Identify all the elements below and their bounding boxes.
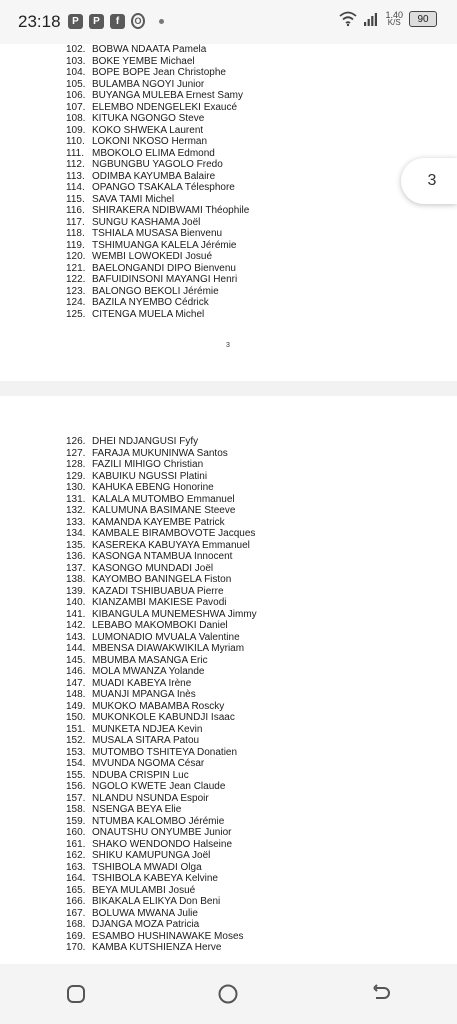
list-item [66,228,249,240]
list-item-name: NDUBA CRISPIN Luc [92,769,189,781]
list-item-number: 155. [66,769,86,781]
list-item [66,563,257,575]
list-item-number: 154. [66,758,86,769]
list-item-number: 127. [66,447,86,459]
list-item [66,839,257,851]
list-item-name: BULAMBA NGOYI Junior [92,78,205,90]
battery-level: 90 [417,13,429,25]
list-item-number: 153. [66,746,86,758]
list-item-number: 134. [66,528,86,539]
list-item-name: KASEREKA KABUYAYA Emmanuel [92,539,250,551]
list-item [66,90,249,102]
list-item-name: ODIMBA KAYUMBA Balaire [92,170,216,182]
list-item [66,896,257,908]
list-item [66,701,257,713]
list-item [66,102,249,114]
list-item [66,793,257,805]
list-item-name: LOKONI NKOSO Herman [92,136,208,147]
list-item-name: KITUKA NGONGO Steve [92,113,205,124]
list-item-number: 147. [66,677,86,689]
list-item-name: KALUMUNA BASIMANE Steeve [92,505,236,516]
list-item [66,586,257,598]
list-item-number: 104. [66,67,86,78]
list-item-name: FARAJA MUKUNINWA Santos [92,447,228,459]
list-item [66,873,257,885]
list-item-name: KABUIKU NGUSSI Platini [92,470,208,482]
list-item-name: MVUNDA NGOMA César [92,758,205,769]
page-indicator[interactable] [401,158,457,204]
list-item [66,597,257,609]
list-item-number: 124. [66,297,86,308]
list-item-name: MOLA MWANZA Yolande [92,666,205,677]
list-item [66,79,249,91]
list-item-name: TSHIMUANGA KALELA Jérémie [92,239,237,251]
list-item-number: 157. [66,792,86,804]
list-item-name: ONAUTSHU ONYUMBE Junior [92,827,232,838]
more-notifications-dot-icon [159,19,164,24]
list-item [66,194,249,206]
list-item-name: CITENGA MUELA Michel [92,308,205,320]
list-item-number: 107. [66,101,86,113]
list-item-name: NTUMBA KALOMBO Jérémie [92,815,225,827]
list-item-name: MUSALA SITARA Patou [92,735,200,746]
list-item-name: NGOLO KWETE Jean Claude [92,781,226,792]
list-item-number: 137. [66,562,86,574]
list-item-name: KASONGO MUNDADI Joël [92,562,214,574]
home-button[interactable] [208,974,248,1014]
student-list [66,436,257,954]
page-number: 3 [226,342,230,349]
list-item [66,666,257,678]
list-item-number: 140. [66,597,86,608]
list-item-number: 168. [66,919,86,930]
list-item-name: ELEMBO NDENGELEKI Exaucé [92,101,238,113]
clock: 23:18 [18,12,61,31]
list-item-name: MBENSA DIAWAKWIKILA Myriam [92,643,245,654]
list-item-number: 125. [66,308,86,320]
list-item-name: TSHIBOLA KABEYA Kelvine [92,873,218,884]
document-viewer[interactable] [0,44,457,964]
list-item-number: 162. [66,850,86,861]
list-item-number: 170. [66,942,86,953]
list-item-name: KIBANGULA MUNEMESHWA Jimmy [92,608,257,620]
list-item [66,574,257,586]
list-item-number: 129. [66,470,86,482]
list-item-name: NLANDU NSUNDA Espoir [92,792,209,804]
list-item-number: 131. [66,493,86,505]
list-item [66,217,249,229]
list-item [66,931,257,943]
list-item-number: 136. [66,551,86,562]
facebook-notification-icon: f [110,14,125,29]
list-item [66,448,257,460]
list-item [66,125,249,137]
student-list [66,44,249,320]
opera-notification-icon: O [131,13,145,29]
list-item [66,436,257,448]
list-item-name: KIANZAMBI MAKIESE Pavodi [92,597,227,608]
list-item-name: LUMONADIO MVUALA Valentine [92,631,240,643]
list-item-number: 135. [66,539,86,551]
list-item [66,159,249,171]
list-item [66,517,257,529]
list-item [66,471,257,483]
list-item [66,240,249,252]
list-item-name: NGBUNGBU YAGOLO Fredo [92,159,223,170]
list-item-name: SHIKU KAMUPUNGA Joël [92,850,211,861]
list-item-number: 164. [66,873,86,884]
list-item-name: KAMBALE BIRAMBOVOTE Jacques [92,528,256,539]
list-item-number: 121. [66,262,86,274]
list-item-name: BAZILA NYEMBO Cédrick [92,297,209,308]
list-item-number: 109. [66,124,86,136]
list-item-name: KAYOMBO BANINGELA Fiston [92,574,232,585]
list-item-name: MUKONKOLE KABUNDJI Isaac [92,712,235,723]
list-item [66,758,257,770]
list-item-number: 112. [66,159,85,170]
list-item-number: 128. [66,459,86,470]
list-item [66,770,257,782]
list-item-name: MBOKOLO ELIMA Edmond [92,147,215,159]
list-item-name: TSHIBOLA MWADI Olga [92,861,202,873]
list-item-number: 116. [66,205,85,216]
list-item-number: 122. [66,274,86,285]
list-item-number: 130. [66,482,86,493]
list-item-number: 117. [66,216,85,228]
list-item-name: MUANJI MPANGA Inès [92,689,196,700]
list-item-number: 167. [66,907,86,919]
list-item-name: BOLUWA MWANA Julie [92,907,198,919]
list-item-name: DJANGA MOZA Patricia [92,919,200,930]
list-item-number: 152. [66,735,86,746]
home-icon [217,983,239,1005]
list-item-name: MUADI KABEYA Irène [92,677,192,689]
list-item-number: 114. [66,182,85,193]
list-item-name: BAELONGANDI DIPO Bienvenu [92,262,236,274]
list-item-number: 113. [66,170,85,182]
list-item [66,655,257,667]
list-item-name: ESAMBO HUSHINAWAKE Moses [92,930,244,942]
list-item-number: 132. [66,505,86,516]
list-item-name: KAHUKA EBENG Honorine [92,482,214,493]
list-item-name: BEYA MULAMBI Josué [92,884,196,896]
list-item [66,862,257,874]
list-item [66,182,249,194]
list-item [66,804,257,816]
list-item-number: 161. [66,838,86,850]
list-item [66,643,257,655]
network-speed-unit: K/S [387,18,401,27]
list-item-name: BOKE YEMBE Michael [92,55,195,67]
list-item [66,908,257,920]
list-item [66,632,257,644]
list-item [66,712,257,724]
list-item [66,494,257,506]
list-item [66,482,257,494]
list-item [66,885,257,897]
system-icons [339,11,437,27]
list-item [66,274,249,286]
list-item-number: 126. [66,436,86,447]
list-item-name: LEBABO MAKOMBOKI Daniel [92,620,228,631]
list-item [66,286,249,298]
list-item-name: KAZADI TSHIBUABUA Pierre [92,585,224,597]
list-item-number: 105. [66,78,86,90]
app-p-notification-icon: P [89,14,104,29]
list-item [66,609,257,621]
list-item-name: KASONGA NTAMBUA Innocent [92,551,233,562]
list-item [66,689,257,701]
list-item [66,148,249,160]
list-item-number: 139. [66,585,86,597]
list-item-number: 142. [66,620,86,631]
list-item-number: 110. [66,136,85,147]
recents-button[interactable] [56,974,96,1014]
list-item-name: SHIRAKERA NDIBWAMI Théophile [92,205,250,216]
list-item-number: 111. [66,147,84,159]
signal-icon [363,12,379,26]
list-item-name: MUNKETA NDJEA Kevin [92,723,203,735]
network-speed [385,11,403,27]
list-item-name: MUTOMBO TSHITEYA Donatien [92,746,238,758]
list-item-name: OPANGO TSAKALA Télesphore [92,182,235,193]
list-item-number: 108. [66,113,86,124]
wifi-icon [339,11,357,27]
list-item-name: KALALA MUTOMBO Emmanuel [92,493,235,505]
list-item-name: SAVA TAMI Michel [92,193,175,205]
list-item [66,620,257,632]
list-item-name: DHEI NDJANGUSI Fyfy [92,436,199,447]
list-item-name: SUNGU KASHAMA Joël [92,216,201,228]
list-item-number: 145. [66,654,86,666]
list-item-number: 169. [66,930,86,942]
list-item [66,678,257,690]
list-item-number: 146. [66,666,86,677]
list-item-number: 149. [66,700,86,712]
list-item-name: TSHIALA MUSASA Bienvenu [92,228,223,239]
list-item-name: BOPE BOPE Jean Christophe [92,67,226,78]
list-item-number: 102. [66,44,86,55]
list-item-name: MBUMBA MASANGA Eric [92,654,208,666]
status-bar [0,0,457,44]
list-item-number: 138. [66,574,86,585]
document-page-3 [0,44,457,381]
list-item-number: 106. [66,90,86,101]
list-item [66,44,249,56]
list-item [66,528,257,540]
list-item [66,309,249,321]
list-item [66,113,249,125]
list-item [66,850,257,862]
list-item-number: 148. [66,689,86,700]
list-item-number: 151. [66,723,86,735]
list-item [66,205,249,217]
app-p-notification-icon: P [68,14,83,29]
list-item-number: 141. [66,608,86,620]
list-item-name: FAZILI MIHIGO Christian [92,459,204,470]
list-item [66,56,249,68]
list-item [66,505,257,517]
list-item-number: 158. [66,804,86,815]
list-item [66,540,257,552]
list-item-number: 123. [66,285,86,297]
list-item-name: SHAKO WENDONDO Halseine [92,838,233,850]
list-item [66,136,249,148]
list-item-name: BOBWA NDAATA Pamela [92,44,207,55]
list-item-name: BUYANGA MULEBA Ernest Samy [92,90,243,101]
list-item-number: 163. [66,861,86,873]
list-item-name: BALONGO BEKOLI Jérémie [92,285,219,297]
list-item [66,816,257,828]
list-item [66,919,257,931]
list-item-number: 120. [66,251,86,262]
list-item [66,724,257,736]
list-item-name: MUKOKO MABAMBA Roscky [92,700,225,712]
list-item [66,942,257,954]
list-item [66,67,249,79]
list-item-name: BAFUIDINSONI MAYANGI Henri [92,274,238,285]
list-item-number: 159. [66,815,86,827]
back-icon [371,984,391,1004]
network-speed-value: 1.40 [385,10,403,20]
list-item-name: KAMANDA KAYEMBE Patrick [92,516,225,528]
current-page-label: 3 [427,172,437,189]
list-item-number: 150. [66,712,86,723]
list-item-name: WEMBI LOWOKEDI Josué [92,251,213,262]
navigation-bar [0,964,457,1024]
notification-icons [68,13,164,29]
list-item-number: 119. [66,239,85,251]
list-item-number: 160. [66,827,86,838]
list-item-name: NSENGA BEYA Elie [92,804,182,815]
list-item [66,735,257,747]
list-item [66,781,257,793]
list-item [66,747,257,759]
back-button[interactable] [361,974,401,1014]
list-item [66,251,249,263]
document-page-4 [0,396,457,964]
list-item-name: BIKAKALA ELIKYA Don Beni [92,896,221,907]
list-item-number: 115. [66,193,85,205]
list-item-number: 103. [66,55,86,67]
recents-icon [66,984,86,1004]
list-item-number: 156. [66,781,86,792]
battery-icon [409,11,437,27]
list-item-name: KOKO SHWEKA Laurent [92,124,204,136]
list-item [66,551,257,563]
list-item-name: KAMBA KUTSHIENZA Herve [92,942,222,953]
list-item-number: 166. [66,896,86,907]
list-item-number: 133. [66,516,86,528]
list-item [66,459,257,471]
list-item [66,827,257,839]
list-item-number: 144. [66,643,86,654]
list-item [66,263,249,275]
list-item-number: 118. [66,228,85,239]
list-item [66,297,249,309]
list-item-number: 165. [66,884,86,896]
list-item-number: 143. [66,631,86,643]
list-item [66,171,249,183]
